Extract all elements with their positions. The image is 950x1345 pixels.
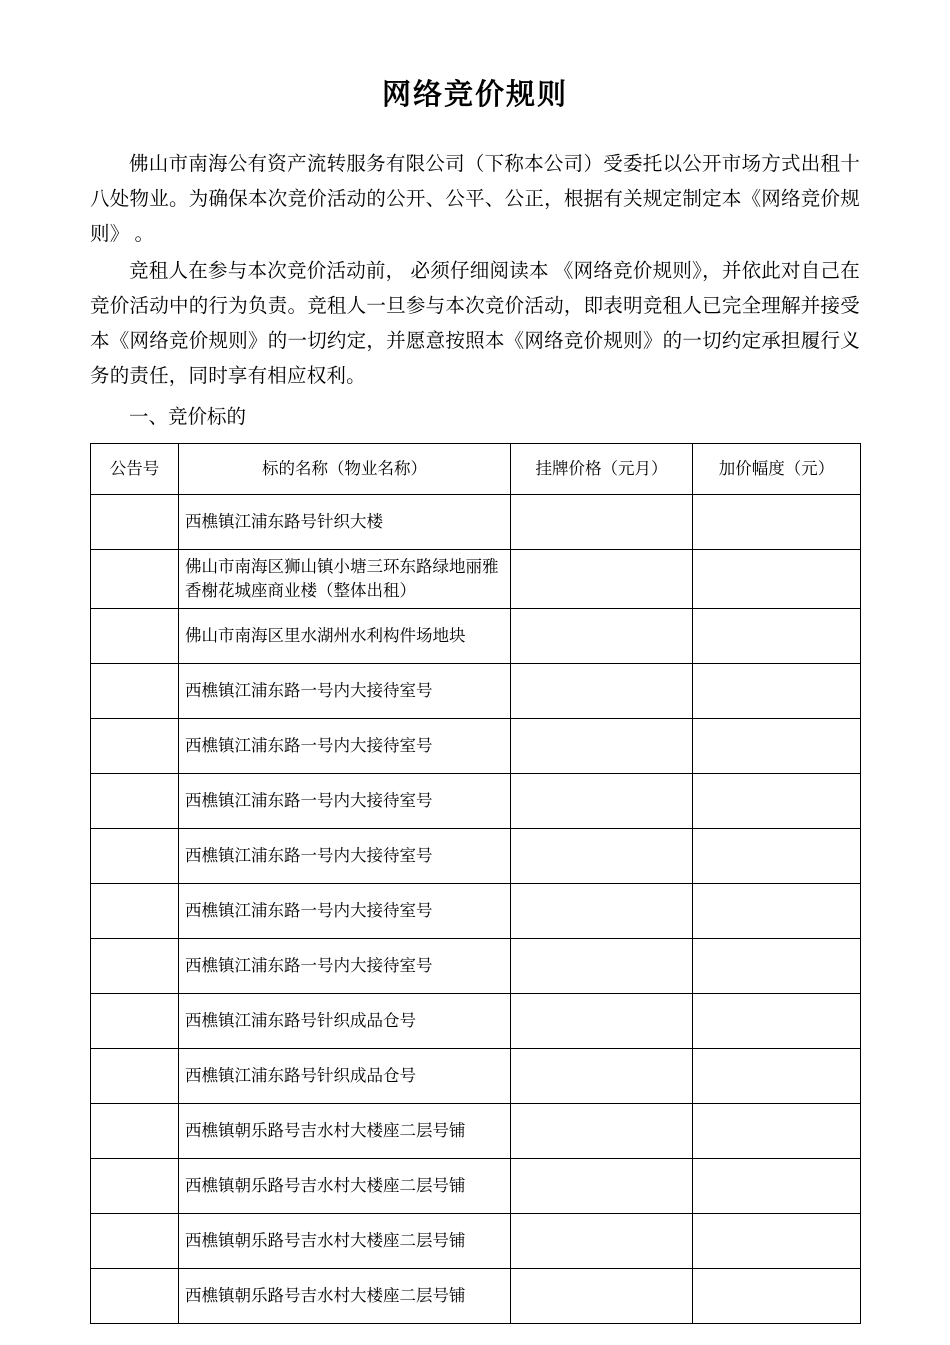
cell-listing-price (511, 609, 693, 664)
cell-lot-name: 佛山市南海区狮山镇小塘三环东路绿地丽雅香榭花城座商业楼（整体出租） (179, 550, 511, 609)
cell-increment (693, 609, 861, 664)
cell-announcement-no (91, 994, 179, 1049)
cell-announcement-no (91, 1159, 179, 1214)
cell-increment (693, 550, 861, 609)
cell-announcement-no (91, 1049, 179, 1104)
table-row (91, 994, 861, 1049)
table-row (91, 774, 861, 829)
cell-lot-name: 佛山市南海区里水湖州水利构件场地块 (179, 609, 511, 664)
cell-increment (693, 1159, 861, 1214)
cell-lot-name: 西樵镇江浦东路一号内大接待室号 (179, 774, 511, 829)
cell-announcement-no (91, 719, 179, 774)
cell-increment (693, 1269, 861, 1324)
cell-listing-price (511, 495, 693, 550)
column-header-increment: 加价幅度（元） (693, 444, 861, 495)
cell-listing-price (511, 939, 693, 994)
cell-announcement-no (91, 550, 179, 609)
cell-announcement-no (91, 829, 179, 884)
cell-listing-price (511, 994, 693, 1049)
lots-table-body (91, 495, 861, 1324)
cell-announcement-no (91, 1214, 179, 1269)
cell-listing-price (511, 1104, 693, 1159)
column-header-listing-price: 挂牌价格（元月） (511, 444, 693, 495)
cell-increment (693, 1104, 861, 1159)
cell-lot-name: 西樵镇江浦东路一号内大接待室号 (179, 884, 511, 939)
cell-listing-price (511, 1049, 693, 1104)
cell-increment (693, 939, 861, 994)
lots-table (90, 443, 861, 1324)
page-title: 网络竞价规则 (381, 77, 568, 111)
table-header-row (91, 444, 861, 495)
cell-listing-price (511, 884, 693, 939)
cell-listing-price (511, 550, 693, 609)
cell-listing-price (511, 1214, 693, 1269)
cell-lot-name: 西樵镇江浦东路一号内大接待室号 (179, 939, 511, 994)
table-row (91, 829, 861, 884)
cell-announcement-no (91, 664, 179, 719)
cell-announcement-no (91, 495, 179, 550)
table-row (91, 550, 861, 609)
cell-increment (693, 1049, 861, 1104)
table-row (91, 1104, 861, 1159)
cell-listing-price (511, 719, 693, 774)
cell-lot-name: 西樵镇江浦东路一号内大接待室号 (179, 829, 511, 884)
table-row (91, 1214, 861, 1269)
cell-listing-price (511, 774, 693, 829)
cell-lot-name: 西樵镇朝乐路号吉水村大楼座二层号铺 (179, 1159, 511, 1214)
cell-announcement-no (91, 609, 179, 664)
cell-announcement-no (91, 774, 179, 829)
cell-lot-name: 西樵镇江浦东路号针织成品仓号 (179, 994, 511, 1049)
table-row (91, 609, 861, 664)
cell-increment (693, 495, 861, 550)
cell-increment (693, 994, 861, 1049)
cell-announcement-no (91, 884, 179, 939)
cell-listing-price (511, 1159, 693, 1214)
cell-increment (693, 664, 861, 719)
table-row (91, 884, 861, 939)
cell-increment (693, 719, 861, 774)
table-row (91, 495, 861, 550)
column-header-announcement-no: 公告号 (91, 444, 179, 495)
table-row (91, 1269, 861, 1324)
paragraph-intro: 佛山市南海公有资产流转服务有限公司（下称本公司）受委托以公开市场方式出租十八处物业。为确保本次竞价活动的公开、公平、公正，根据有关规定制定本《网络竞价规则》 。 (90, 154, 860, 245)
paragraph-terms: 竞租人在参与本次竞价活动前， 必须仔细阅读本 《网络竞价规则》，并依此对自己在竞价活动中的行为负责。竞租人一旦参与本次竞价活动，即表明竞租人已完全理解并接受本《网络竞价规则》的一切约定，并愿意按照本《网络竞价规则》的一切约定承担履行义务的责任，同时享有相应权利。 (90, 261, 860, 387)
cell-increment (693, 774, 861, 829)
cell-increment (693, 884, 861, 939)
table-row (91, 1159, 861, 1214)
cell-listing-price (511, 829, 693, 884)
section-heading-lots: 一、竞价标的 (129, 407, 247, 428)
cell-lot-name: 西樵镇朝乐路号吉水村大楼座二层号铺 (179, 1214, 511, 1269)
cell-lot-name: 西樵镇江浦东路号针织大楼 (179, 495, 511, 550)
document-body (90, 0, 860, 1324)
cell-lot-name: 西樵镇江浦东路号针织成品仓号 (179, 1049, 511, 1104)
table-row (91, 1049, 861, 1104)
cell-listing-price (511, 664, 693, 719)
cell-lot-name: 西樵镇朝乐路号吉水村大楼座二层号铺 (179, 1104, 511, 1159)
table-row (91, 719, 861, 774)
cell-increment (693, 829, 861, 884)
cell-lot-name: 西樵镇江浦东路一号内大接待室号 (179, 664, 511, 719)
cell-increment (693, 1214, 861, 1269)
table-row (91, 939, 861, 994)
cell-lot-name: 西樵镇朝乐路号吉水村大楼座二层号铺 (179, 1269, 511, 1324)
cell-announcement-no (91, 939, 179, 994)
table-row (91, 664, 861, 719)
cell-listing-price (511, 1269, 693, 1324)
column-header-lot-name: 标的名称（物业名称） (179, 444, 511, 495)
cell-lot-name: 西樵镇江浦东路一号内大接待室号 (179, 719, 511, 774)
cell-announcement-no (91, 1104, 179, 1159)
cell-announcement-no (91, 1269, 179, 1324)
